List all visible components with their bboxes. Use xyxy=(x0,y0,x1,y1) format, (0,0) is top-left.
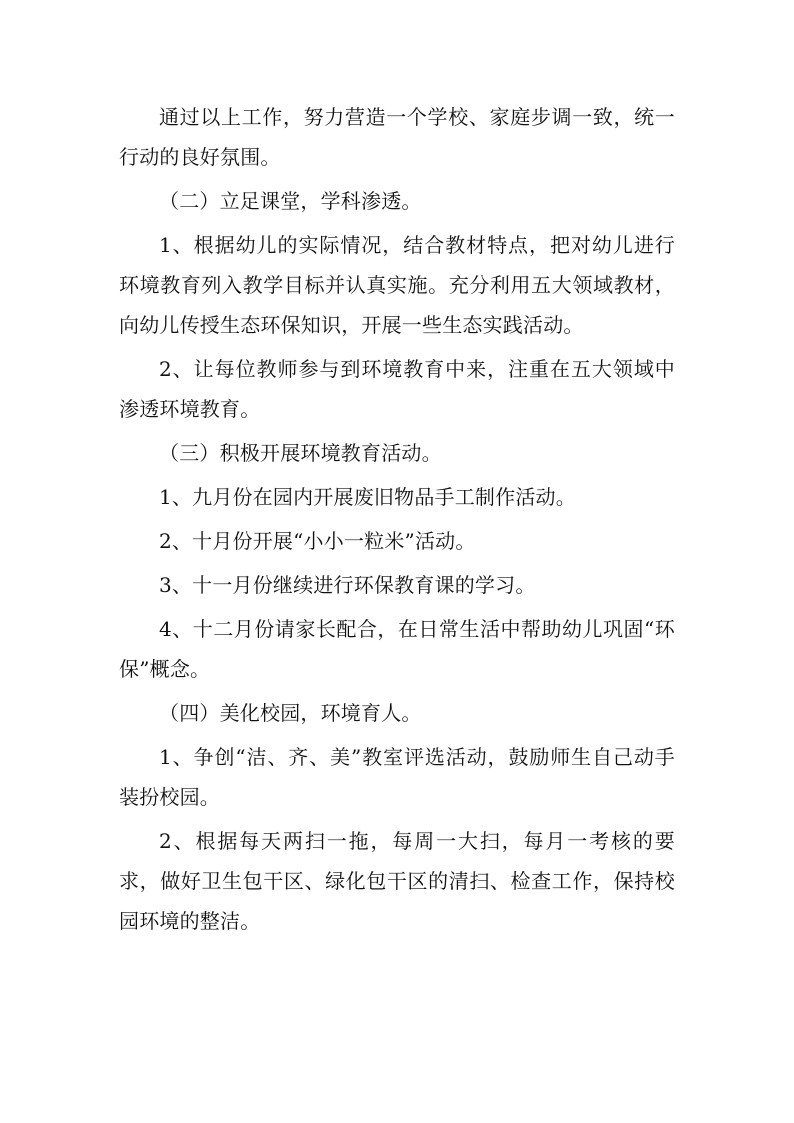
paragraph-item: 1、九月份在园内开展废旧物品手工制作活动。 xyxy=(159,485,576,509)
paragraph-item: 4、十二月份请家长配合，在日常生活中帮助幼儿巩固“环保”概念。 xyxy=(119,617,675,681)
paragraph-summary: 通过以上工作，努力营造一个学校、家庭步调一致，统一行动的良好氛围。 xyxy=(119,105,675,169)
paragraph-item: 1、根据幼儿的实际情况，结合教材特点，把对幼儿进行环境教育列入教学目标并认真实施。充分利用五大领域教材，向幼儿传授生态环保知识，开展一些生态实践活动。 xyxy=(119,233,675,337)
section-heading-3: （三）积极开展环境教育活动。 xyxy=(159,441,442,465)
paragraph-item: 2、十月份开展“小小一粒米”活动。 xyxy=(159,529,476,553)
paragraph-item: 2、让每位教师参与到环境教育中来，注重在五大领域中渗透环境教育。 xyxy=(119,357,675,421)
section-heading-4: （四）美化校园，环境育人。 xyxy=(159,701,422,725)
document-body xyxy=(119,97,675,941)
section-heading-2: （二）立足课堂，学科渗透。 xyxy=(159,189,422,213)
paragraph-item: 1、争创“洁、齐、美”教室评选活动，鼓励师生自己动手装扮校园。 xyxy=(119,745,675,809)
paragraph-item: 2、根据每天两扫一拖，每周一大扫，每月一考核的要求，做好卫生包干区、绿化包干区的清扫、检查工作，保持校园环境的整洁。 xyxy=(119,829,675,933)
paragraph-item: 3、十一月份继续进行环保教育课的学习。 xyxy=(159,573,536,597)
